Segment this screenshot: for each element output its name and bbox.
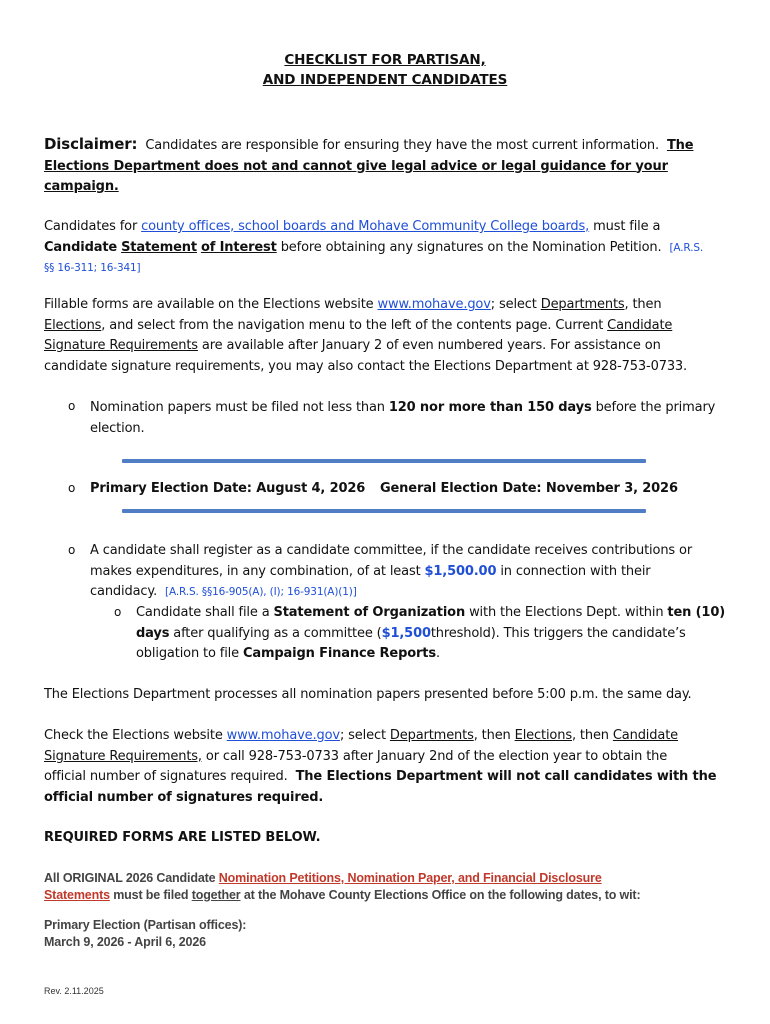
divider-top (122, 459, 646, 463)
divider-bottom (122, 509, 646, 513)
committee-item (90, 541, 730, 603)
b1-bold: 120 nor more than 150 days (388, 400, 592, 415)
sub-line-2-a: after qualifying as a committee ( (173, 625, 382, 641)
check-bold-1: The Elections Department will not call candidates with the (295, 769, 717, 784)
processing-paragraph: The Elections Department processes all nomination papers presented before 5:00 p.m. the same day. (44, 687, 692, 702)
check-text-3: , then (473, 728, 511, 743)
interest-mid: must file a (593, 219, 661, 234)
b1-pre: Nomination papers must be filed not less than (90, 400, 385, 415)
original-post: at the Mohave County Elections Office on the following dates, to wit: (243, 888, 641, 902)
sub-pre: Candidate shall file a (136, 605, 270, 620)
sub-amount: $1,500 (381, 625, 431, 641)
forms-text-6: candidate signature requirements, you may also contact the Elections Department at 928-753-0733. (44, 358, 688, 374)
b3-amount: $1,500.00 (424, 563, 497, 579)
general-election-date: General Election Date: November 3, 2026 (380, 481, 678, 496)
forms-text-5: are available after January 2 of even numbered years. For assistance on (201, 338, 661, 353)
b1-line-2: election. (90, 420, 145, 436)
title-line-2: AND INDEPENDENT CANDIDATES (262, 72, 508, 88)
interest-pre: Candidates for (44, 219, 138, 234)
check-paragraph (44, 726, 724, 808)
bullet-marker: o (68, 543, 76, 557)
check-text-6: official number of signatures required. (44, 769, 288, 784)
disclaimer-emphasis-1: The (666, 138, 694, 153)
b3-line-3: candidacy. (90, 584, 158, 599)
primary-election-date: Primary Election Date: August 4, 2026 (90, 481, 366, 496)
check-text-1: Check the Elections website (44, 728, 223, 743)
forms-text-1: Fillable forms are available on the Elections website (44, 297, 374, 312)
disclaimer-label: Disclaimer: (44, 135, 138, 153)
interest-bold-2: Statement (121, 239, 197, 255)
bullet-marker: o (68, 399, 76, 413)
original-red-2: Statements (44, 888, 110, 902)
sub-bullet-marker: o (114, 605, 122, 619)
mohave-website-link[interactable]: www.mohave.gov (377, 297, 491, 312)
check-text-4: , then (571, 728, 609, 743)
mohave-website-link-2[interactable]: www.mohave.gov (226, 728, 340, 743)
departments-ref: Departments (540, 297, 625, 312)
sub-line-2-bold: days (136, 625, 170, 641)
disclaimer-text: Candidates are responsible for ensuring they have the most current information. (145, 138, 659, 153)
original-together: together (191, 888, 241, 902)
nomination-days-item (90, 398, 730, 439)
sub-bold-2: ten (10) (667, 605, 726, 620)
primary-period (44, 917, 724, 951)
required-forms-heading: REQUIRED FORMS ARE LISTED BELOW. (44, 830, 321, 845)
offices-link[interactable]: county offices, school boards and Mohave Community College boards, (141, 219, 590, 234)
check-candidate: Candidate (612, 728, 678, 743)
sub-line-3-post: . (435, 646, 440, 661)
interest-paragraph (44, 217, 724, 279)
interest-ref-2: §§ 16-311; 16-341] (44, 262, 141, 274)
interest-ref-1: [A.R.S. (669, 241, 704, 254)
check-text-5: or call 928-753-0733 after January 2nd of the election year to obtain the (205, 748, 668, 764)
original-pre: All ORIGINAL 2026 Candidate (44, 871, 216, 885)
candidate-ref: Candidate (607, 317, 673, 333)
forms-text-2: ; select (490, 297, 537, 312)
b3-line-2-pre: makes expenditures, in any combination, of at least (90, 563, 421, 579)
disclaimer-emphasis-2: Elections Department does not and cannot give legal advice or legal guidance for your campaign. (44, 158, 668, 194)
sub-mid: with the Elections Dept. within (469, 605, 664, 620)
disclaimer-paragraph (44, 134, 724, 198)
forms-paragraph (44, 295, 724, 377)
b1-post: before the primary (595, 400, 716, 415)
interest-bold-1: Candidate (44, 239, 118, 255)
check-departments: Departments (389, 728, 474, 743)
sub-line-3-pre: obligation to file (136, 646, 239, 661)
check-text-2: ; select (339, 728, 386, 743)
statement-of-organization-item (136, 603, 728, 665)
b3-line-1: A candidate shall register as a candidate committee, if the candidate receives contributions or (90, 543, 693, 558)
check-elections: Elections (514, 728, 572, 743)
original-red-1: Nomination Petitions, Nomination Paper, and Financial Disclosure (218, 871, 602, 885)
sub-line-2-b: threshold). This triggers the candidate’s (430, 625, 686, 641)
check-sigreq: Signature Requirements, (44, 748, 202, 764)
elections-ref: Elections (44, 317, 102, 333)
interest-post: before obtaining any signatures on the Nomination Petition. (280, 239, 662, 255)
forms-text-4: , and select from the navigation menu to the left of the contents page. Current (101, 317, 604, 333)
b3-line-2-post: in connection with their (500, 563, 651, 579)
forms-text-3: , then (624, 297, 662, 312)
signature-requirements-ref: Signature Requirements (44, 338, 198, 353)
check-bold-2: official number of signatures required. (44, 789, 324, 805)
b3-ref: [A.R.S. §§16-905(A), (I); 16-931(A)(1)] (165, 586, 357, 598)
revision-label: Rev. 2.11.2025 (44, 986, 104, 996)
original-mid: must be filed (113, 888, 189, 902)
primary-period-dates: March 9, 2026 - April 6, 2026 (44, 935, 206, 949)
bullet-marker: o (68, 481, 76, 495)
sub-line-3-bold: Campaign Finance Reports (242, 646, 436, 661)
primary-period-label: Primary Election (Partisan offices): (44, 918, 247, 932)
interest-bold-3: of Interest (200, 239, 277, 255)
sub-bold-1: Statement of Organization (273, 605, 466, 620)
original-filings-paragraph (44, 870, 724, 904)
title-line-1: CHECKLIST FOR PARTISAN, (284, 52, 486, 68)
